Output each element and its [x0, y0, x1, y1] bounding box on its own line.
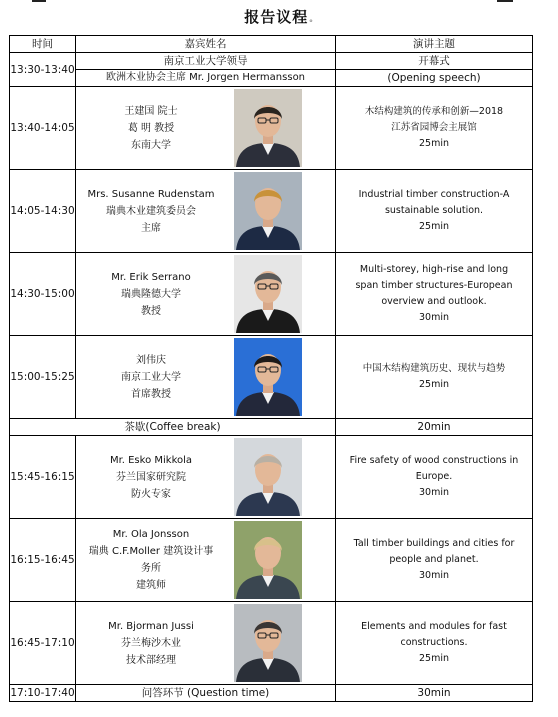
speaker-photo [234, 521, 302, 599]
opening-topic-1: 开幕式 [336, 53, 533, 70]
talk-topic [336, 170, 533, 253]
speaker-cell [76, 170, 336, 253]
break-label: 茶歇(Coffee break) [10, 419, 336, 436]
agenda-row [10, 519, 533, 602]
header-row [10, 36, 533, 53]
speaker-info [76, 519, 226, 601]
talk-topic [336, 519, 533, 602]
talk-duration: 25min [418, 138, 449, 149]
speaker-line: 芬兰梅沙木业 [121, 637, 181, 649]
portrait-icon [234, 89, 302, 167]
agenda-time: 16:15-16:45 [10, 519, 76, 602]
topic-line: Fire safety of wood constructions in [349, 455, 519, 466]
speaker-cell [76, 519, 336, 602]
talk-duration: 30min [418, 312, 449, 323]
speaker-line: 南京工业大学 [121, 371, 181, 383]
talk-duration: 25min [418, 379, 449, 390]
topic-line: sustainable solution. [384, 205, 484, 216]
speaker-line: 东南大学 [131, 139, 171, 151]
portrait-icon [234, 438, 302, 516]
topic-line: Elements and modules for fast [361, 621, 507, 632]
speaker-cell [76, 336, 336, 419]
agenda-time: 15:00-15:25 [10, 336, 76, 419]
header-guest: 嘉宾姓名 [76, 36, 336, 53]
break-duration: 20min [336, 419, 533, 436]
speaker-info [76, 253, 226, 335]
closing-row [10, 685, 533, 702]
speaker-info [76, 602, 226, 684]
opening-row-2 [10, 70, 533, 87]
header-time: 时间 [10, 36, 76, 53]
opening-row-1 [10, 53, 533, 70]
speaker-photo [234, 255, 302, 333]
paragraph-mark-icon: ₒ [309, 16, 314, 24]
speaker-line: Mr. Erik Serrano [111, 271, 191, 283]
portrait-icon [234, 172, 302, 250]
speaker-line: 首席教授 [131, 388, 171, 400]
speaker-line: 瑞典木业建筑委员会 [106, 205, 196, 217]
speaker-line: Mr. Bjorman Jussi [108, 620, 194, 632]
agenda-time: 16:45-17:10 [10, 602, 76, 685]
speaker-line: 芬兰国家研究院 [116, 471, 186, 483]
topic-line: Multi-storey, high-rise and long [359, 264, 509, 275]
speaker-line: 主席 [141, 222, 161, 234]
agenda-time: 14:30-15:00 [10, 253, 76, 336]
speaker-cell [76, 253, 336, 336]
speaker-cell [76, 87, 336, 170]
speaker-photo [234, 172, 302, 250]
speaker-info [76, 170, 226, 252]
speaker-line: 技术部经理 [126, 654, 176, 666]
speaker-photo [234, 438, 302, 516]
opening-guest-2-text: 欧洲木业协会主席 Mr. Jorgen Hermansson [105, 72, 306, 83]
speaker-line: 葛 明 教授 [127, 122, 175, 134]
opening-guest-1: 南京工业大学领导 [76, 53, 336, 70]
speaker-line: 务所 [141, 563, 161, 574]
speaker-photo [234, 604, 302, 682]
topic-line: 江苏省园博会主展馆 [391, 122, 477, 133]
opening-topic-2: (Opening speech) [336, 70, 533, 87]
page-top-rule-right [497, 0, 513, 2]
speaker-line: Mr. Esko Mikkola [109, 454, 193, 466]
topic-line: 中国木结构建筑历史、现状与趋势 [362, 363, 506, 374]
speaker-line: 刘伟庆 [136, 354, 166, 366]
talk-topic [336, 87, 533, 170]
speaker-photo [234, 89, 302, 167]
speaker-line: 教授 [141, 305, 161, 317]
agenda-time: 14:05-14:30 [10, 170, 76, 253]
portrait-icon [234, 604, 302, 682]
talk-topic [336, 602, 533, 685]
break-row [10, 419, 533, 436]
talk-duration: 25min [418, 221, 449, 232]
agenda-row [10, 87, 533, 170]
talk-topic [336, 436, 533, 519]
agenda-row [10, 602, 533, 685]
topic-line: people and planet. [389, 554, 479, 565]
speaker-info [76, 87, 226, 169]
agenda-time: 13:40-14:05 [10, 87, 76, 170]
page-title-text: 报告议程 [244, 8, 309, 26]
agenda-row [10, 170, 533, 253]
speaker-line: Mrs. Susanne Rudenstam [87, 188, 215, 200]
speaker-line: 瑞典隆德大学 [121, 288, 181, 300]
agenda-row [10, 336, 533, 419]
talk-duration: 30min [418, 570, 449, 581]
closing-label: 问答环节 (Question time) [76, 685, 336, 702]
talk-topic [336, 253, 533, 336]
opening-time: 13:30-13:40 [10, 53, 76, 87]
topic-line: 木结构建筑的传承和创新—2018 [364, 106, 504, 117]
speaker-cell [76, 436, 336, 519]
topic-line: span timber structures-European [355, 280, 513, 291]
talk-duration: 30min [418, 487, 449, 498]
speaker-info [76, 336, 226, 418]
agenda-time: 15:45-16:15 [10, 436, 76, 519]
header-topic: 演讲主题 [336, 36, 533, 53]
talk-topic [336, 336, 533, 419]
topic-line: overview and outlook. [381, 296, 487, 307]
speaker-line: 建筑师 [136, 580, 166, 591]
speaker-photo [234, 338, 302, 416]
speaker-cell [76, 602, 336, 685]
agenda-body [10, 36, 533, 702]
page-top-rule-left [32, 0, 46, 2]
speaker-info [76, 436, 226, 518]
agenda-table [9, 35, 533, 702]
page-title [0, 6, 558, 27]
agenda-row [10, 253, 533, 336]
topic-line: Industrial timber construction-A [358, 189, 510, 200]
portrait-icon [234, 521, 302, 599]
closing-time: 17:10-17:40 [10, 685, 76, 702]
talk-duration: 25min [418, 653, 449, 664]
topic-line: constructions. [400, 637, 468, 648]
portrait-icon [234, 338, 302, 416]
portrait-icon [234, 255, 302, 333]
speaker-line: 防火专家 [131, 488, 171, 500]
agenda-row [10, 436, 533, 519]
closing-duration: 30min [336, 685, 533, 702]
topic-line: Tall timber buildings and cities for [353, 538, 515, 549]
opening-guest-2 [76, 70, 336, 87]
speaker-line: 王建国 院士 [124, 105, 178, 117]
speaker-line: Mr. Ola Jonsson [112, 529, 190, 540]
speaker-line: 瑞典 C.F.Moller 建筑设计事 [88, 546, 214, 557]
topic-line: Europe. [415, 471, 453, 482]
